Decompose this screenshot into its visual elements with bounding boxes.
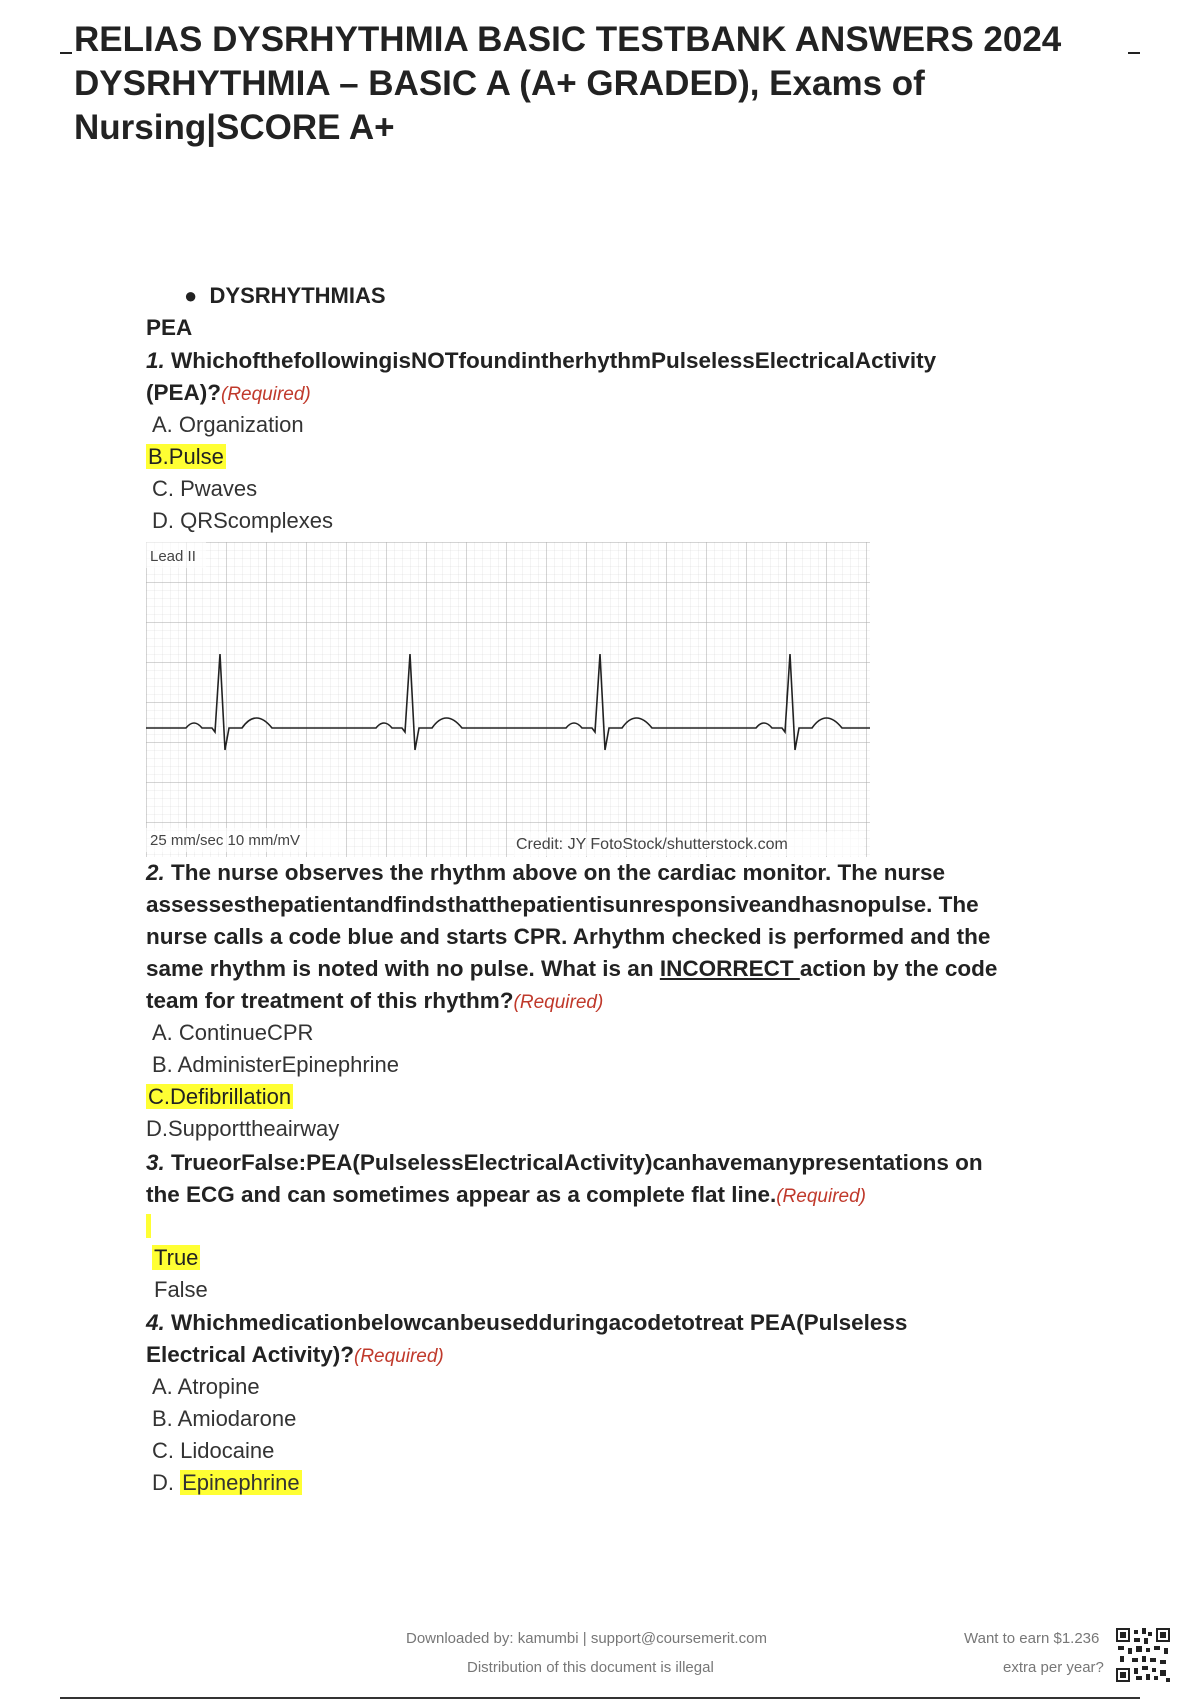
q3-option-true-answer: True [154,1245,199,1270]
q2-text-line-3: nurse calls a code blue and starts CPR. Arhythm checked is performed and the [146,924,991,949]
q2-text-line-1: 2. The nurse observes the rhythm above on the cardiac monitor. The nurse [146,860,945,885]
q2-option-c-answer: C.Defibrillation [148,1084,292,1109]
q2-option-a: A. ContinueCPR [152,1020,314,1045]
q1-option-c: C. Pwaves [152,476,258,501]
q2-required: (Required) [513,992,604,1013]
qr-code-icon[interactable] [1116,1628,1170,1682]
q4-text-line-2: Electrical Activity)?(Required) [146,1342,444,1367]
incorrect-emphasis: INCORRECT [659,956,800,981]
ecg-strip-image [146,542,870,857]
q1-option-b-answer: B.Pulse [148,444,224,469]
footer-earn-line-1: Want to earn $1.236 [964,1630,1100,1647]
q2-option-d: D.Supporttheairway [146,1116,340,1141]
q1-text-line-1: 1. WhichofthefollowingisNOTfoundintherhythmPulselessElectricalActivity [146,348,937,373]
q4-text-line-1: 4. Whichmedicationbelowcanbeusedduringacodetotreat PEA(Pulseless [146,1310,908,1335]
q1-option-a: A. Organization [152,412,304,437]
bullet-dot-icon: ● [184,283,198,308]
section-heading: PEA [146,315,193,340]
q1-option-d: D. QRScomplexes [152,508,333,533]
q4-required: (Required) [354,1346,444,1367]
highlight-mark [146,1214,151,1238]
q3-text-line-2: the ECG and can sometimes appear as a complete flat line.(Required) [146,1182,866,1207]
q1-text-line-2: (PEA)?(Required) [146,380,311,405]
q4-option-d-answer: D. Epinephrine [152,1470,300,1495]
footer-distribution: Distribution of this document is illegal [467,1659,714,1676]
q1-required: (Required) [221,384,311,405]
title-line-1: RELIAS DYSRHYTHMIA BASIC TESTBANK ANSWERS 2024 [74,20,1062,59]
section-bullet: ● DYSRHYTHMIAS [184,283,386,308]
footer-downloaded: Downloaded by: kamumbi | support@coursemerit.com [406,1630,767,1647]
ecg-grid [146,542,870,857]
q4-option-b: B. Amiodarone [152,1406,297,1431]
q3-required: (Required) [776,1186,866,1207]
title-rule-right [1128,52,1140,54]
q2-text-line-4: same rhythm is noted with no pulse. What is an INCORRECT action by the code [146,956,998,981]
q4-option-c: C. Lidocaine [152,1438,275,1463]
q3-option-false: False [154,1277,208,1302]
footer-rule [60,1697,1140,1699]
q2-text-line-2: assessesthepatientandfindsthatthepatientisunresponsiveandhasnopulse. The [146,892,979,917]
document-title [74,18,1114,150]
ecg-scale-label: 25 mm/sec 10 mm/mV [150,832,301,849]
ecg-credit: Credit: JY FotoStock/shutterstock.com [516,836,788,853]
title-rule-left [60,52,72,54]
q2-text-line-5: team for treatment of this rhythm?(Required) [146,988,604,1013]
q3-text-line-1: 3. TrueorFalse:PEA(PulselessElectricalActivity)canhavemanypresentations on [146,1150,983,1175]
title-line-3: Nursing|SCORE A+ [74,108,395,147]
ecg-lead-label: Lead II [150,548,196,565]
q4-option-a: A. Atropine [152,1374,260,1399]
footer-earn-line-2: extra per year? [1003,1659,1104,1676]
title-line-2: DYSRHYTHMIA – BASIC A (A+ GRADED), Exams of [74,64,925,103]
q2-option-b: B. AdministerEpinephrine [152,1052,400,1077]
